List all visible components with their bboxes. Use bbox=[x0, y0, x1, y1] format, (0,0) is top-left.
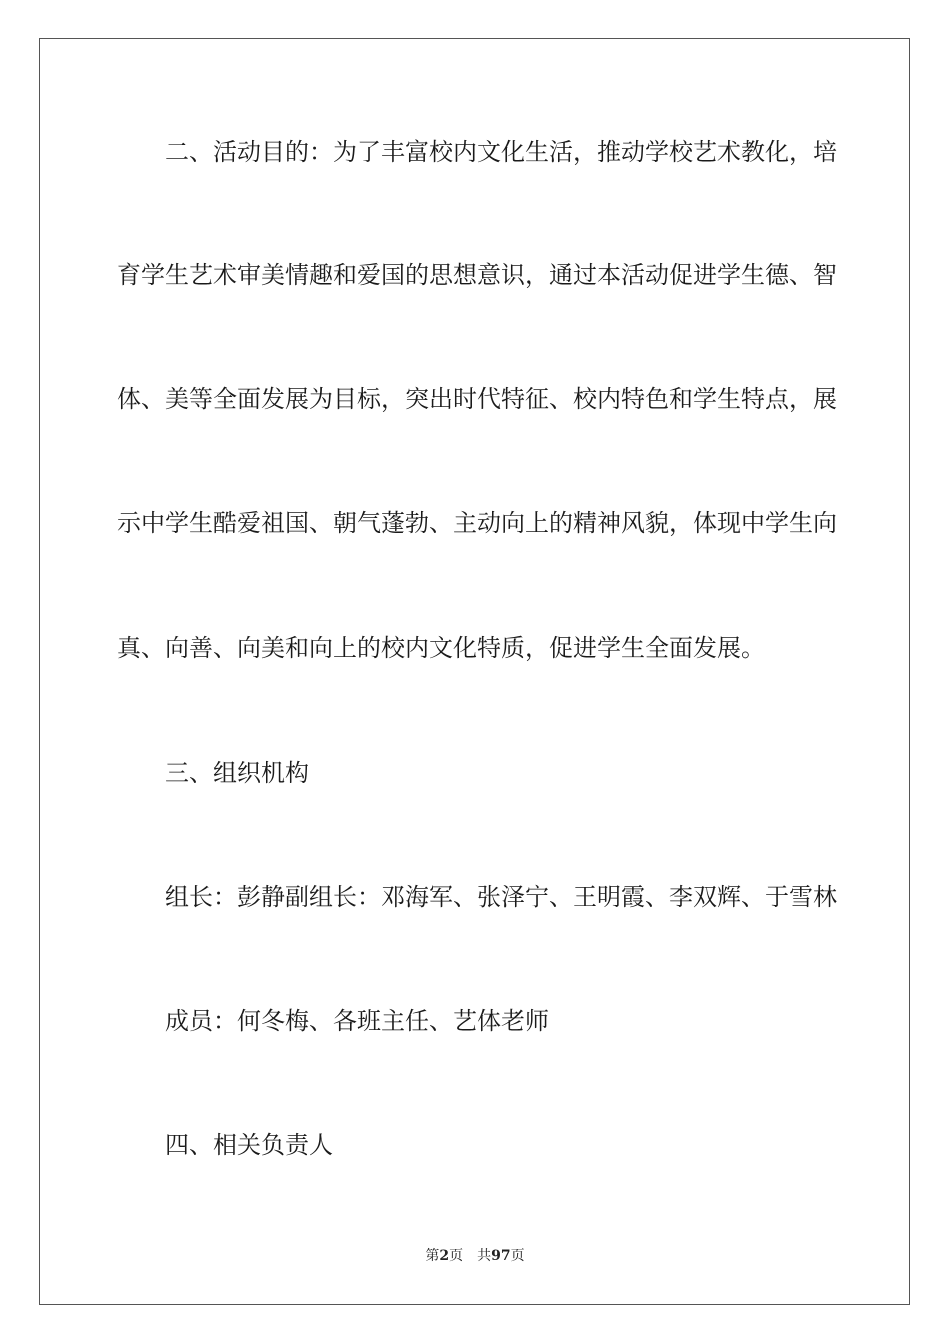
total-pages: 97 bbox=[491, 1248, 511, 1264]
total-prefix: 共 bbox=[477, 1248, 492, 1264]
paragraph-purpose-line-2: 育学生艺术审美情趣和爱国的思想意识，通过本活动促进学生德、智 bbox=[117, 261, 837, 289]
paragraph-purpose-line-1: 二、活动目的：为了丰富校内文化生活，推动学校艺术教化，培 bbox=[165, 138, 837, 166]
organization-leaders: 组长：彭静副组长：邓海军、张泽宁、王明霞、李双辉、于雪林 bbox=[165, 883, 837, 911]
organization-members: 成员：何冬梅、各班主任、艺体老师 bbox=[165, 1007, 549, 1035]
total-suffix: 页 bbox=[510, 1248, 525, 1264]
paragraph-purpose-line-3: 体、美等全面发展为目标，突出时代特征、校内特色和学生特点，展 bbox=[117, 385, 837, 413]
page-footer bbox=[0, 1247, 950, 1265]
page-number: 2 bbox=[439, 1248, 450, 1264]
page-suffix: 页 bbox=[449, 1248, 464, 1264]
page-prefix: 第 bbox=[425, 1248, 440, 1264]
page-border bbox=[39, 38, 910, 1305]
section-heading-responsible: 四、相关负责人 bbox=[165, 1131, 333, 1159]
paragraph-purpose-line-4: 示中学生酷爱祖国、朝气蓬勃、主动向上的精神风貌，体现中学生向 bbox=[117, 509, 837, 537]
paragraph-purpose-line-5: 真、向善、向美和向上的校内文化特质，促进学生全面发展。 bbox=[117, 634, 765, 662]
section-heading-organization: 三、组织机构 bbox=[165, 759, 309, 787]
